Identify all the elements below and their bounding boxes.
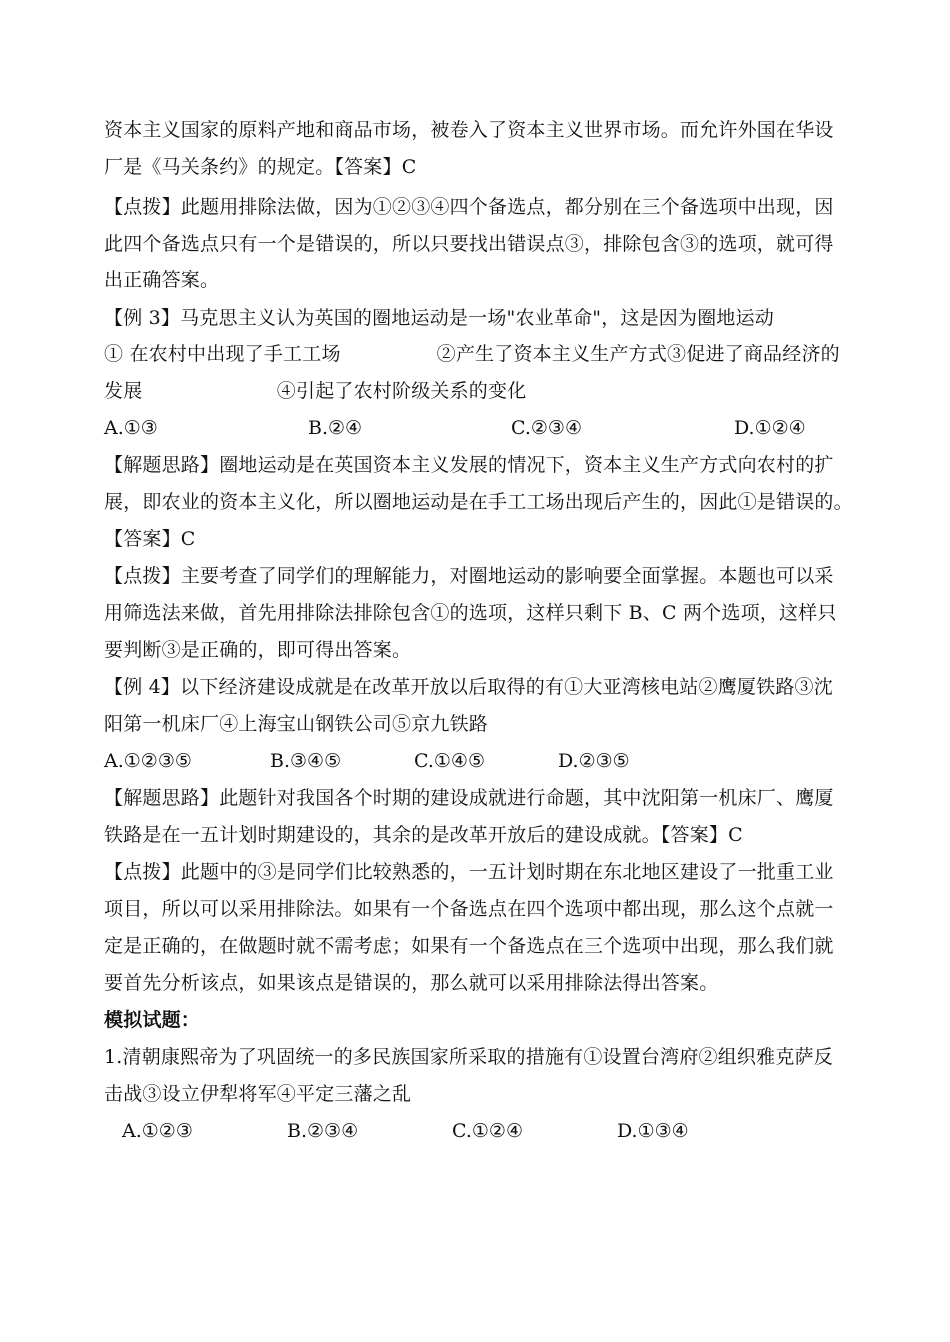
question1-option-d: D.①③④ — [617, 1120, 689, 1142]
paragraph-line: 项目，所以可以采用排除法。如果有一个备选点在四个选项中都出现，那么这个点就一 — [104, 898, 834, 920]
section-heading: 模拟试题： — [104, 1009, 201, 1031]
paragraph-line: 【解题思路】此题针对我国各个时期的建设成就进行命题，其中沈阳第一机床厂、鹰厦 — [104, 787, 834, 809]
paragraph-line: 【点拨】此题中的③是同学们比较熟悉的，一五计划时期在东北地区建设了一批重工业 — [104, 861, 834, 883]
question-line: 击战③设立伊犁将军④平定三藩之乱 — [104, 1083, 412, 1105]
question1-option-c: C.①②④ — [452, 1120, 523, 1142]
paragraph-line: 阳第一机床厂④上海宝山钢铁公司⑤京九铁路 — [104, 713, 489, 735]
example3-option-c: C.②③④ — [511, 417, 582, 439]
paragraph-line: 要首先分析该点，如果该点是错误的，那么就可以采用排除法得出答案。 — [104, 972, 719, 994]
paragraph-line: 资本主义国家的原料产地和商品市场，被卷入了资本主义世界市场。而允许外国在华设 — [104, 119, 834, 141]
paragraph-line: 展，即农业的资本主义化，所以圈地运动是在手工工场出现后产生的，因此①是错误的。 — [104, 491, 853, 513]
paragraph-line: 厂是《马关条约》的规定。【答案】C — [104, 156, 417, 178]
paragraph-line: 【点拨】此题用排除法做，因为①②③④四个备选点，都分别在三个备选项中出现，因 — [104, 196, 834, 218]
paragraph-line: 【例 3】马克思主义认为英国的圈地运动是一场"农业革命"，这是因为圈地运动 — [104, 307, 775, 329]
paragraph-line: 要判断③是正确的，即可得出答案。 — [104, 639, 412, 661]
paragraph-line: 【点拨】主要考查了同学们的理解能力，对圈地运动的影响要全面掌握。本题也可以采 — [104, 565, 834, 587]
example3-option-b: B.②④ — [308, 417, 363, 439]
paragraph-line: 铁路是在一五计划时期建设的，其余的是改革开放后的建设成就。【答案】C — [104, 824, 743, 846]
example4-option-b: B.③④⑤ — [270, 750, 342, 772]
paragraph-line: 【解题思路】圈地运动是在英国资本主义发展的情况下，资本主义生产方式向农村的扩 — [104, 454, 834, 476]
example4-option-d: D.②③⑤ — [558, 750, 630, 772]
question1-option-a: A.①②③ — [122, 1120, 193, 1142]
paragraph-line: ① 在农村中出现了手工工场 ②产生了资本主义生产方式③促进了商品经济的 — [104, 343, 840, 365]
question1-option-b: B.②③④ — [287, 1120, 359, 1142]
paragraph-line: 发展 ④引起了农村阶级关系的变化 — [104, 380, 527, 402]
question-line: 1.清朝康熙帝为了巩固统一的多民族国家所采取的措施有①设置台湾府②组织雅克萨反 — [104, 1046, 833, 1068]
paragraph-line: 用筛选法来做，首先用排除法排除包含①的选项，这样只剩下 B、C 两个选项，这样只 — [104, 602, 837, 624]
example3-option-a: A.①③ — [104, 417, 158, 439]
paragraph-line: 定是正确的，在做题时就不需考虑；如果有一个备选点在三个选项中出现，那么我们就 — [104, 935, 834, 957]
example4-option-a: A.①②③⑤ — [104, 750, 192, 772]
example4-option-c: C.①④⑤ — [414, 750, 485, 772]
example3-option-d: D.①②④ — [734, 417, 806, 439]
paragraph-line: 出正确答案。 — [104, 269, 220, 291]
paragraph-line: 【答案】C — [104, 528, 196, 550]
paragraph-line: 【例 4】以下经济建设成就是在改革开放以后取得的有①大亚湾核电站②鹰厦铁路③沈 — [104, 676, 833, 698]
paragraph-line: 此四个备选点只有一个是错误的，所以只要找出错误点③，排除包含③的选项，就可得 — [104, 233, 834, 255]
